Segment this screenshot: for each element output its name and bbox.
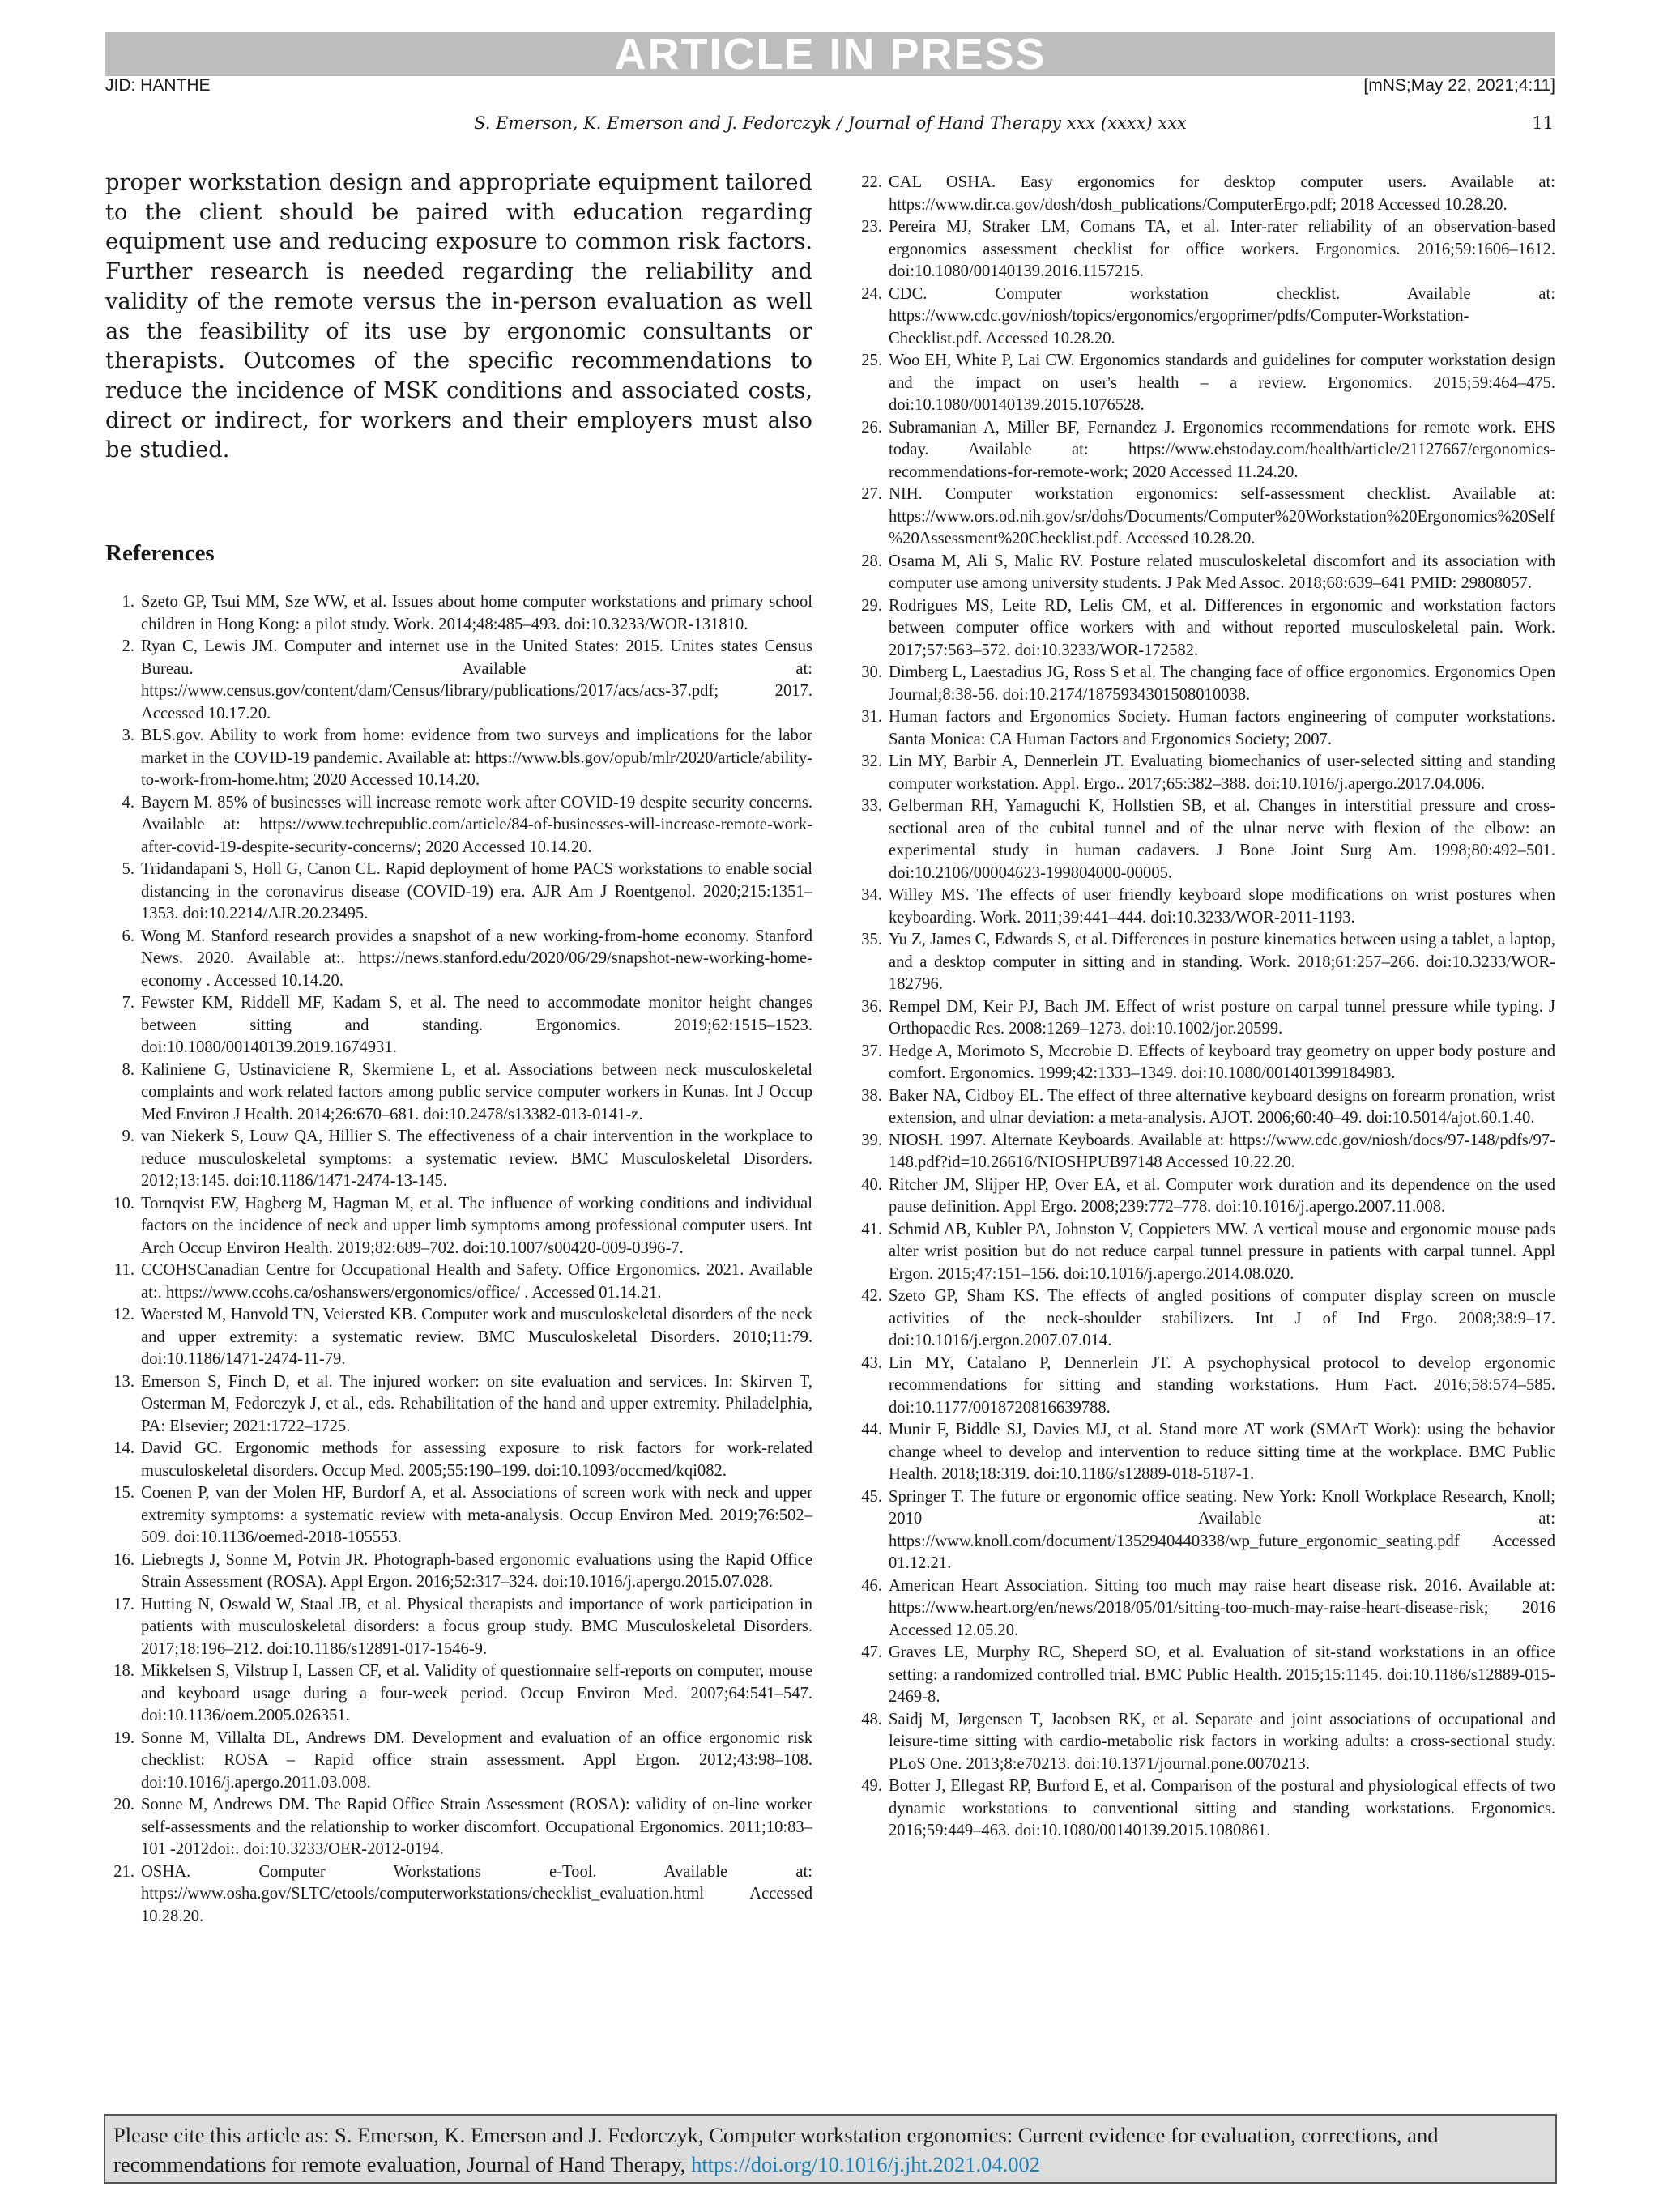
reference-item: [853, 484, 1555, 551]
reference-text: Sonne M, Villalta DL, Andrews DM. Development and evaluation of an office ergonomic risk checklist: ROSA – Rapid office strain assessment. Appl Ergon. 2012;43:98–108. doi:10.1016/j.apergo.2011.03.008.: [141, 1728, 812, 1792]
reference-number: 29.: [861, 596, 882, 615]
reference-text: Rempel DM, Keir PJ, Bach JM. Effect of wrist posture on carpal tunnel pressure while typing. J Orthopaedic Res. 2008:1269–1273. doi:10.1002/jor.20599.: [889, 997, 1555, 1038]
reference-item: [853, 996, 1555, 1041]
reference-number: 34.: [861, 886, 882, 904]
reference-item: [105, 992, 812, 1059]
reference-text: Wong M. Stanford research provides a snapshot of a new working-from-home economy. Stanford News. 2020. Available at:. https://news.stanford.edu/2020/06/29/snapshot-new-working-home-economy . Accessed 10.14.20.: [141, 927, 812, 990]
reference-number: 25.: [861, 352, 882, 369]
article-in-press-banner: [105, 30, 1555, 79]
reference-text: Human factors and Ergonomics Society. Human factors engineering of computer workstations. Santa Monica: CA Human Factors and Ergonomics Society; 2007.: [889, 708, 1555, 748]
reference-item: [105, 1126, 812, 1193]
reference-item: [105, 859, 812, 926]
reference-text: NIOSH. 1997. Alternate Keyboards. Available at: https://www.cdc.gov/niosh/docs/97-148/pdfs/97-148.pdf?id=10.26616/NIOSHPUB97148 Accessed 10.22.20.: [889, 1131, 1555, 1171]
reference-number: 35.: [861, 931, 882, 948]
reference-item: [853, 417, 1555, 484]
reference-text: Dimberg L, Laestadius JG, Ross S et al. The changing face of office ergonomics. Ergonomics Open Journal;8:38-56. doi:10.2174/1875934301508010038.: [889, 663, 1555, 704]
reference-text: van Niekerk S, Louw QA, Hillier S. The effectiveness of a chair intervention in the workplace to reduce musculoskeletal symptoms: a systematic review. BMC Musculoskeletal Disorders. 2012;13:145. doi:10.1186/1471-2474-13-145.: [141, 1127, 812, 1191]
reference-item: [105, 1438, 812, 1482]
reference-item: [853, 662, 1555, 706]
reference-number: 44.: [861, 1421, 882, 1438]
reference-text: Coenen P, van der Molen HF, Burdorf A, et al. Associations of screen work with neck and upper extremity symptoms: a systematic review with meta-analysis. Occup Environ Med. 2019;76:502–509. doi:10.1136/oemed-2018-105553.: [141, 1484, 812, 1547]
reference-text: NIH. Computer workstation ergonomics: self-assessment checklist. Available at: https://www.ors.od.nih.gov/sr/dohs/Documents/Computer%20Workstation%20Ergonomics%20Self%20Assessment%20Checklist.pdf. Accessed 10.28.20.: [889, 485, 1555, 548]
reference-number: 23.: [861, 218, 882, 236]
reference-text: Pereira MJ, Straker LM, Comans TA, et al. Inter-rater reliability of an observation-based ergonomics assessment checklist for office workers. Ergonomics. 2016;59:1606–1612. doi:10.1080/00140139.2016.1157215.: [889, 218, 1555, 280]
reference-text: Baker NA, Cidboy EL. The effect of three alternative keyboard designs on forearm pronation, wrist extension, and ulnar deviation: a meta-analysis. AJOT. 2006;60:40–49. doi:10.5014/ajot.60.1.40.: [889, 1086, 1555, 1127]
reference-item: [853, 1219, 1555, 1286]
reference-number: 21.: [113, 1862, 134, 1881]
reference-number: 10.: [113, 1194, 134, 1213]
reference-text: Kaliniene G, Ustinaviciene R, Skermiene L, et al. Associations between neck musculoskeletal complaints and work related factors among public service computer workers in Kunas. Int J Occup Med Environ J Health. 2014;26:670–681. doi:10.2478/s13382-013-0141-z.: [141, 1060, 812, 1123]
reference-text: Tornqvist EW, Hagberg M, Hagman M, et al. The influence of working conditions and individual factors on the incidence of neck and upper limb symptoms among professional computer users. Int Arch Occup Environ Health. 2019;82:689–702. doi:10.1007/s00420-009-0396-7.: [141, 1194, 812, 1257]
reference-number: 7.: [122, 994, 134, 1012]
reference-item: [853, 1041, 1555, 1085]
reference-number: 33.: [861, 797, 882, 815]
reference-number: 43.: [861, 1353, 882, 1372]
reference-text: Graves LE, Murphy RC, Sheperd SO, et al. Evaluation of sit-stand workstations in an office setting: a randomized controlled trial. BMC Public Health. 2015;15:1145. doi:10.1186/s12889-015-2469-8.: [889, 1643, 1555, 1706]
reference-item: [853, 1575, 1555, 1643]
reference-item: [853, 1642, 1555, 1709]
reference-item: [105, 792, 812, 859]
reference-text: American Heart Association. Sitting too much may raise heart disease risk. 2016. Available at: https://www.heart.org/en/news/2018/05/01/sitting-too-much-may-raise-heart-disease-risk; 2016 Accessed 12.05.20.: [889, 1576, 1555, 1639]
reference-text: Szeto GP, Tsui MM, Sze WW, et al. Issues about home computer workstations and primary school children in Hong Kong: a pilot study. Work. 2014;48:485–493. doi:10.3233/WOR-131810.: [141, 593, 812, 633]
reference-item: [853, 216, 1555, 283]
citation-box: [104, 2114, 1557, 2184]
reference-item: [105, 1193, 812, 1260]
reference-number: 13.: [113, 1372, 134, 1391]
reference-number: 30.: [861, 663, 882, 681]
reference-number: 49.: [861, 1777, 882, 1795]
reference-number: 8.: [122, 1060, 134, 1079]
banner-text: ARTICLE IN PRESS: [614, 30, 1047, 79]
page-number: 11: [1532, 113, 1554, 133]
citation-text: Please cite this article as: S. Emerson, K. Emerson and J. Fedorczyk, Computer workstation ergonomics: Current evidence for evaluation, corrections, and recommendations for remote evaluation, Journal of Hand Therapy,: [113, 2123, 1439, 2176]
reference-text: Mikkelsen S, Vilstrup I, Lassen CF, et al. Validity of questionnaire self-reports on computer, mouse and keyboard usage during a four-week period. Occup Environ Med. 2007;64:541–547. doi:10.1136/oem.2005.026351.: [141, 1662, 812, 1725]
reference-number: 48.: [861, 1710, 882, 1728]
reference-number: 18.: [113, 1662, 134, 1681]
reference-item: [853, 551, 1555, 595]
reference-number: 5.: [122, 860, 134, 879]
reference-number: 14.: [113, 1439, 134, 1458]
reference-item: [105, 1728, 812, 1795]
reference-item: [105, 1549, 812, 1594]
reference-number: 31.: [861, 708, 882, 726]
reference-item: [853, 1085, 1555, 1130]
reference-text: CCOHSCanadian Centre for Occupational Health and Safety. Office Ergonomics. 2021. Available at:. https://www.ccohs.ca/oshanswers/ergonomics/office/ . Accessed 01.14.21.: [141, 1261, 812, 1302]
reference-item: [853, 1419, 1555, 1486]
reference-text: Yu Z, James C, Edwards S, et al. Differences in posture kinematics between using a tablet, a laptop, and a desktop computer in sitting and in standing. Work. 2018;61:257–266. doi:10.3233/WOR-182796.: [889, 931, 1555, 993]
reference-text: Botter J, Ellegast RP, Burford E, et al. Comparison of the postural and physiological effects of two dynamic workstations to conventional sitting and standing workstations. Ergonomics. 2016;59:449–463. doi:10.1080/00140139.2015.1080861.: [889, 1777, 1555, 1839]
reference-text: Liebregts J, Sonne M, Potvin JR. Photograph-based ergonomic evaluations using the Rapid Office Strain Assessment (ROSA). Appl Ergon. 2016;52:317–324. doi:10.1016/j.apergo.2015.07.028.: [141, 1550, 812, 1592]
reference-item: [853, 929, 1555, 996]
reference-item: [105, 1059, 812, 1127]
reference-item: [853, 751, 1555, 795]
reference-number: 19.: [113, 1728, 134, 1747]
reference-item: [853, 1174, 1555, 1219]
reference-item: [105, 1371, 812, 1438]
reference-number: 36.: [861, 997, 882, 1016]
reference-item: [853, 1775, 1555, 1843]
reference-text: Lin MY, Catalano P, Dennerlein JT. A psychophysical protocol to develop ergonomic recommendations for sitting and standing workstations. Hum Fact. 2016;58:574–585. doi:10.1177/0018720816639788.: [889, 1353, 1555, 1417]
reference-number: 38.: [861, 1086, 882, 1105]
reference-number: 28.: [861, 552, 882, 570]
reference-item: [853, 595, 1555, 663]
reference-item: [853, 1486, 1555, 1575]
reference-number: 40.: [861, 1175, 882, 1194]
reference-text: CDC. Computer workstation checklist. Available at: https://www.cdc.gov/niosh/topics/ergonomics/ergoprimer/pdfs/Computer-Workstation-Checklist.pdf. Accessed 10.28.20.: [889, 284, 1555, 347]
reference-number: 11.: [114, 1261, 134, 1280]
reference-item: [853, 706, 1555, 751]
reference-number: 22.: [861, 173, 882, 191]
reference-item: [853, 795, 1555, 884]
reference-text: BLS.gov. Ability to work from home: evidence from two surveys and implications for the labor market in the COVID-19 pandemic. Available at: https://www.bls.gov/opub/mlr/2020/article/ability-to-work-from-home.htm; 2020 Accessed 10.14.20.: [141, 727, 812, 790]
reference-text: Hutting N, Oswald W, Staal JB, et al. Physical therapists and importance of work participation in patients with musculoskeletal disorders: a focus group study. BMC Musculoskeletal Disorders. 2017;18:196–212. doi:10.1186/s12891-017-1546-9.: [141, 1595, 812, 1658]
right-column: [853, 172, 1555, 1843]
reference-text: CAL OSHA. Easy ergonomics for desktop computer users. Available at: https://www.dir.ca.gov/dosh/dosh_publications/ComputerErgo.pdf; 2018 Accessed 10.28.20.: [889, 173, 1555, 214]
reference-text: Hedge A, Morimoto S, Mccrobie D. Effects of keyboard tray geometry on upper body posture and comfort. Ergonomics. 1999;42:1333–1349. doi:10.1080/001401399184983.: [889, 1042, 1555, 1082]
references-heading: References: [105, 540, 215, 567]
reference-text: Rodrigues MS, Leite RD, Lelis CM, et al. Differences in ergonomic and workstation factors between computer office workers with and without reported musculoskeletal pain. Work. 2017;57:563–572. doi:10.3233/WOR-172582.: [889, 596, 1555, 659]
reference-text: Ritcher JM, Slijper HP, Over EA, et al. Computer work duration and its dependence on the used pause definition. Appl Ergo. 2008;239:772–778. doi:10.1016/j.apergo.2007.11.008.: [889, 1175, 1555, 1216]
reference-text: Fewster KM, Riddell MF, Kadam S, et al. The need to accommodate monitor height changes between sitting and standing. Ergonomics. 2019;62:1515–1523. doi:10.1080/00140139.2019.1674931.: [141, 994, 812, 1057]
references-list-left: [105, 591, 812, 1928]
reference-text: OSHA. Computer Workstations e-Tool. Available at: https://www.osha.gov/SLTC/etools/computerworkstations/checklist_evaluation.html Accessed 10.28.20.: [141, 1862, 812, 1925]
reference-number: 20.: [113, 1796, 134, 1814]
reference-item: [853, 884, 1555, 929]
reference-item: [853, 1130, 1555, 1174]
reference-text: Emerson S, Finch D, et al. The injured worker: on site evaluation and services. In: Skirven T, Osterman M, Fedorczyk J, et al., eds. Rehabilitation of the hand and upper extremity. Philadelphia, PA: Elsevier; 2021:1722–1725.: [141, 1372, 812, 1435]
reference-number: 6.: [122, 927, 134, 945]
reference-number: 41.: [861, 1220, 882, 1238]
citation-doi-link[interactable]: https://doi.org/10.1016/j.jht.2021.04.002: [691, 2152, 1040, 2176]
reference-text: Szeto GP, Sham KS. The effects of angled positions of computer display screen on muscle activities of the neck-shoulder stabilizers. Int J of Ind Ergo. 2008;38:9–17. doi:10.1016/j.ergon.2007.07.014.: [889, 1287, 1555, 1349]
reference-item: [105, 636, 812, 725]
reference-text: Subramanian A, Miller BF, Fernandez J. Ergonomics recommendations for remote work. EHS today. Available at: https://www.ehstoday.com/health/article/21127667/ergonomics-recommendations-for-remote-work; 2020 Accessed 11.24.20.: [889, 418, 1555, 481]
reference-item: [853, 1285, 1555, 1353]
reference-text: Saidj M, Jørgensen T, Jacobsen RK, et al. Separate and joint associations of occupational and leisure-time sitting with cardio-metabolic risk factors in working adults: a cross-sectional study. PLoS One. 2013;8:e70213. doi:10.1371/journal.pone.0070213.: [889, 1710, 1555, 1773]
reference-text: Tridandapani S, Holl G, Canon CL. Rapid deployment of home PACS workstations to enable social distancing in the coronavirus disease (COVID-19) era. AJR Am J Roentgenol. 2020;215:1351–1353. doi:10.2214/AJR.20.23495.: [141, 860, 812, 923]
reference-text: Willey MS. The effects of user friendly keyboard slope modifications on wrist postures when keyboarding. Work. 2011;39:441–444. doi:10.3233/WOR-2011-1193.: [889, 886, 1555, 927]
reference-item: [105, 1304, 812, 1371]
reference-number: 1.: [122, 593, 134, 612]
reference-number: 15.: [113, 1484, 134, 1502]
reference-item: [853, 350, 1555, 417]
reference-number: 45.: [861, 1487, 882, 1506]
reference-text: Bayern M. 85% of businesses will increase remote work after COVID-19 despite security concerns. Available at: https://www.techrepublic.com/article/84-of-businesses-will-increase-remote-work-after-covid-19-despite-security-concerns/; 2020 Accessed 10.14.20.: [141, 793, 812, 856]
reference-item: [105, 1594, 812, 1661]
body-paragraph: proper workstation design and appropriate equipment tailored to the client should be paired with education regarding equipment use and reducing exposure to common risk factors. Further research is needed regarding the reliability and validity of the remote versus the in-person evaluation as well as the feasibility of its use by ergonomic consultants or therapists. Outcomes of the specific recommendations to reduce the incidence of MSK conditions and associated costs, direct or indirect, for workers and their employers must also be studied.: [105, 170, 812, 463]
reference-item: [853, 1353, 1555, 1420]
reference-number: 37.: [861, 1042, 882, 1060]
reference-text: Ryan C, Lewis JM. Computer and internet use in the United States: 2015. Unites states Census Bureau. Available at: https://www.census.gov/content/dam/Census/library/publications/2017/acs/acs-37.pdf; 2017. Accessed 10.17.20.: [141, 637, 812, 722]
reference-number: 12.: [113, 1306, 134, 1324]
reference-number: 3.: [122, 727, 134, 745]
running-head: S. Emerson, K. Emerson and J. Fedorczyk / Journal of Hand Therapy xxx (xxxx) xxx: [474, 113, 1187, 133]
reference-text: Lin MY, Barbir A, Dennerlein JT. Evaluating biomechanics of user-selected sitting and standing computer workstation. Appl. Ergo.. 2017;65:382–388. doi:10.1016/j.apergo.2017.04.006.: [889, 752, 1555, 793]
reference-number: 9.: [122, 1127, 134, 1146]
reference-text: Osama M, Ali S, Malic RV. Posture related musculoskeletal discomfort and its association with computer use among university students. J Pak Med Assoc. 2018;68:639–641 PMID: 29808057.: [889, 552, 1555, 592]
reference-item: [105, 1482, 812, 1549]
reference-text: Schmid AB, Kubler PA, Johnston V, Coppieters MW. A vertical mouse and ergonomic mouse pads alter wrist position but do not reduce carpal tunnel pressure in patients with carpal tunnel. Appl Ergon. 2015;47:151–156. doi:10.1016/j.apergo.2014.08.020.: [889, 1220, 1555, 1283]
reference-number: 17.: [113, 1595, 134, 1613]
reference-text: Waersted M, Hanvold TN, Veiersted KB. Computer work and musculoskeletal disorders of the neck and upper extremity: a systematic review. BMC Musculoskeletal Disorders. 2010;11:79. doi:10.1186/1471-2474-11-79.: [141, 1306, 812, 1369]
reference-number: 39.: [861, 1131, 882, 1149]
journal-id: JID: HANTHE: [105, 76, 211, 95]
reference-number: 26.: [861, 418, 882, 437]
reference-text: David GC. Ergonomic methods for assessing exposure to risk factors for work-related musculoskeletal disorders. Occup Med. 2005;55:190–199. doi:10.1093/occmed/kqi082.: [141, 1439, 812, 1480]
reference-item: [853, 1709, 1555, 1776]
reference-item: [105, 1259, 812, 1304]
reference-number: 4.: [122, 793, 134, 812]
reference-number: 2.: [122, 637, 134, 656]
reference-item: [105, 1861, 812, 1929]
reference-number: 24.: [861, 284, 882, 303]
reference-number: 47.: [861, 1643, 882, 1661]
reference-item: [105, 591, 812, 636]
reference-text: Woo EH, White P, Lai CW. Ergonomics standards and guidelines for computer workstation design and the impact on user's health – a review. Ergonomics. 2015;59:464–475. doi:10.1080/00140139.2015.1076528.: [889, 352, 1555, 414]
reference-number: 32.: [861, 752, 882, 770]
left-column: [105, 168, 812, 1928]
reference-text: Springer T. The future or ergonomic office seating. New York: Knoll Workplace Research, Knoll; 2010 Available at: https://www.knoll.com/document/1352940440338/wp_future_ergonomic_seating.pdf Accessed 01.12.21.: [889, 1487, 1555, 1572]
reference-number: 16.: [113, 1550, 134, 1569]
reference-text: Sonne M, Andrews DM. The Rapid Office Strain Assessment (ROSA): validity of on-line worker self-assessments and the relationship to worker discomfort. Occupational Ergonomics. 2011;10:83–101 -2012doi:. doi:10.3233/OER-2012-0194.: [141, 1796, 812, 1859]
reference-item: [853, 283, 1555, 351]
build-stamp: [mNS;May 22, 2021;4:11]: [1363, 76, 1555, 95]
reference-item: [105, 1794, 812, 1861]
reference-text: Munir F, Biddle SJ, Davies MJ, et al. Stand more AT work (SMArT Work): using the behavior change wheel to develop and intervention to reduce sitting time at the workplace. BMC Public Health. 2018;18:319. doi:10.1186/s12889-018-5187-1.: [889, 1421, 1555, 1483]
reference-item: [105, 926, 812, 993]
reference-item: [105, 725, 812, 792]
reference-number: 42.: [861, 1287, 882, 1305]
references-list-right: [853, 172, 1555, 1843]
reference-item: [105, 1660, 812, 1728]
reference-number: 46.: [861, 1576, 882, 1595]
reference-item: [853, 172, 1555, 216]
reference-number: 27.: [861, 485, 882, 503]
reference-text: Gelberman RH, Yamaguchi K, Hollstien SB, et al. Changes in interstitial pressure and cross-sectional area of the cubital tunnel and of the ulnar nerve with flexion of the elbow: an experimental study in human cadavers. J Bone Joint Surg Am. 1998;80:492–501. doi:10.2106/00004623-199804000-00005.: [889, 797, 1555, 882]
